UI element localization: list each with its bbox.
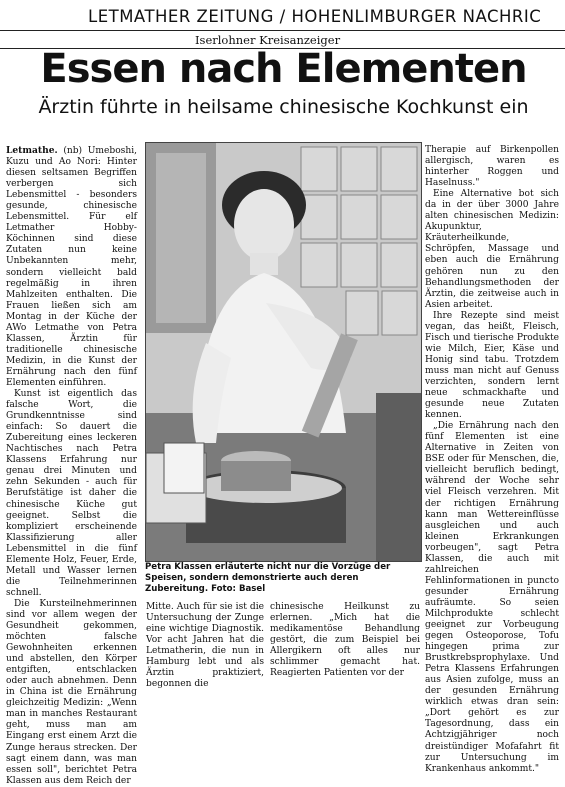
kreisanzeiger-label: Iserlohner Kreisanzeiger bbox=[195, 33, 341, 47]
right-paragraph-1: Therapie auf Birkenpollen allergisch, waren es hinterher Roggen und Haselnuss." bbox=[425, 145, 559, 189]
article-photo bbox=[145, 142, 422, 562]
center-column-1 bbox=[146, 602, 264, 690]
photo-caption: Petra Klassen erläuterte nicht nur die Vorzüge der Speisen, sondern demonstrierte auch deren Zubereitung. Foto: Basel bbox=[145, 562, 391, 594]
masthead: LETMATHER ZEITUNG / HOHENLIMBURGER NACHRIC bbox=[88, 7, 542, 26]
right-column bbox=[425, 145, 559, 774]
right-paragraph-2: Eine Alternative bot sich da in der über 3000 Jahre alten chinesischen Medizin: Akupunktur, Kräuterheilkunde, Schröpfen, Massage und eben auch die Ernährung gehören nun zu den Behandlungsmethoden der Ärztin, die zeitweise auch in Asien arbeitet. bbox=[425, 189, 559, 310]
dateline: Letmathe. bbox=[6, 145, 58, 156]
headline: Essen nach Elementen bbox=[40, 46, 527, 92]
left-paragraph-2: Kunst ist eigentlich das falsche Wort, die Grundkenntnisse sind einfach: So dauert die Zubereitung eines leckeren Nachtisches nach Petra Klassens Erfahrung nur genau drei Minuten und zehn Sekunden - auch für Berufstätige ist daher die chinesische Küche gut geeignet. Selbst die kompliziert erscheinende Klassifizierung aller Lebensmittel in die fünf Elemente Holz, Feuer, Erde, Metall und Wasser lernen die Teilnehmerinnen schnell. bbox=[6, 389, 137, 598]
photo-illustration bbox=[146, 143, 421, 561]
subheadline: Ärztin führte in heilsame chinesische Kochkunst ein bbox=[38, 96, 529, 118]
center-column-1-text: Mitte. Auch für sie ist die Untersuchung der Zunge eine wichtige Diagnostik. Vor acht Jahren hat die Letmatherin, die nun in Hamburg lebt und als Ärztin praktiziert, begonnen die bbox=[146, 602, 264, 690]
right-paragraph-4: „Die Ernährung nach den fünf Elementen ist eine Alternative in Zeiten von BSE oder für Menschen, die, vielleicht beruflich bedingt, während der Woche sehr viel Fleisch verzehren. Mit der richtigen Ernährung kann man Wettereinflüsse ausgleichen und auch kleinen Erkrankungen vorbeugen", sagt Petra Klassen, die auch mit zahlreichen Fehlinformationen in puncto gesunder Ernährung aufräumte. So seien Milchprodukte schlecht geeignet zur Vorbeugung gegen Osteoporose, Tofu hingegen prima zur Brustkrebsprophylaxe. Und Petra Klassens Erfahrungen aus Asien zufolge, muss an der gesunden Ernährung wirklich etwas dran sein: „Dort gehört es zur Tagesordnung, dass ein Achtzigjähriger noch dreistündiger Mofafahrt fit zur Untersuchung im Krankenhaus ankommt." bbox=[425, 421, 559, 774]
right-paragraph-3: Ihre Rezepte sind meist vegan, das heißt, Fleisch, Fisch und tierische Produkte wie Milch, Eier, Käse und Honig sind tabu. Trotzdem muss man nicht auf Genuss verzichten, sondern lernt neue schmackhafte und gesunde neue Zutaten kennen. bbox=[425, 310, 559, 421]
left-paragraph-3: Die Kursteilnehmerinnen sind vor allem wegen der Gesundheit gekommen, möchten falsche Gewohnheiten erkennen und abstellen, den Körper entgiften, entschlacken oder auch abnehmen. Denn in China ist die Ernährung gleichzeitig Medizin: „Wenn man in manches Restaurant geht, muss man am Eingang erst einem Arzt die Zunge heraus strecken. Der sagt einem dann, was man essen soll", berichtet Petra Klassen aus dem Reich der bbox=[6, 598, 137, 786]
left-column bbox=[6, 145, 137, 786]
center-column-2-text: chinesische Heilkunst zu erlernen. „Mich hat die medikamentöse Behandlung gestört, die zum Beispiel bei Allergikern oft alles nur schlimmer gemacht hat. Reagierten Patienten vor der bbox=[270, 602, 420, 679]
masthead-rule bbox=[0, 30, 565, 31]
left-paragraph-1-text: (nb) Umeboshi, Kuzu und Ao Nori: Hinter diesen seltsamen Begriffen verbergen sich Lebensmittel - besonders gesunde, chinesische Lebensmittel. Für elf Letmather Hobby-Köchinnen sind diese Zutaten nun keine Unbekannten mehr, sondern vielleicht bald regelmäßig in ihren Mahlzeiten enthalten. Die Frauen ließen sich am Montag in der Küche der AWo Letmathe von Petra Klassen, Ärztin für traditionelle chinesische Medizin, in die Kunst der Ernährung nach den fünf Elementen einführen. bbox=[6, 146, 137, 388]
center-column-2 bbox=[270, 602, 420, 680]
left-paragraph-1 bbox=[6, 145, 137, 389]
